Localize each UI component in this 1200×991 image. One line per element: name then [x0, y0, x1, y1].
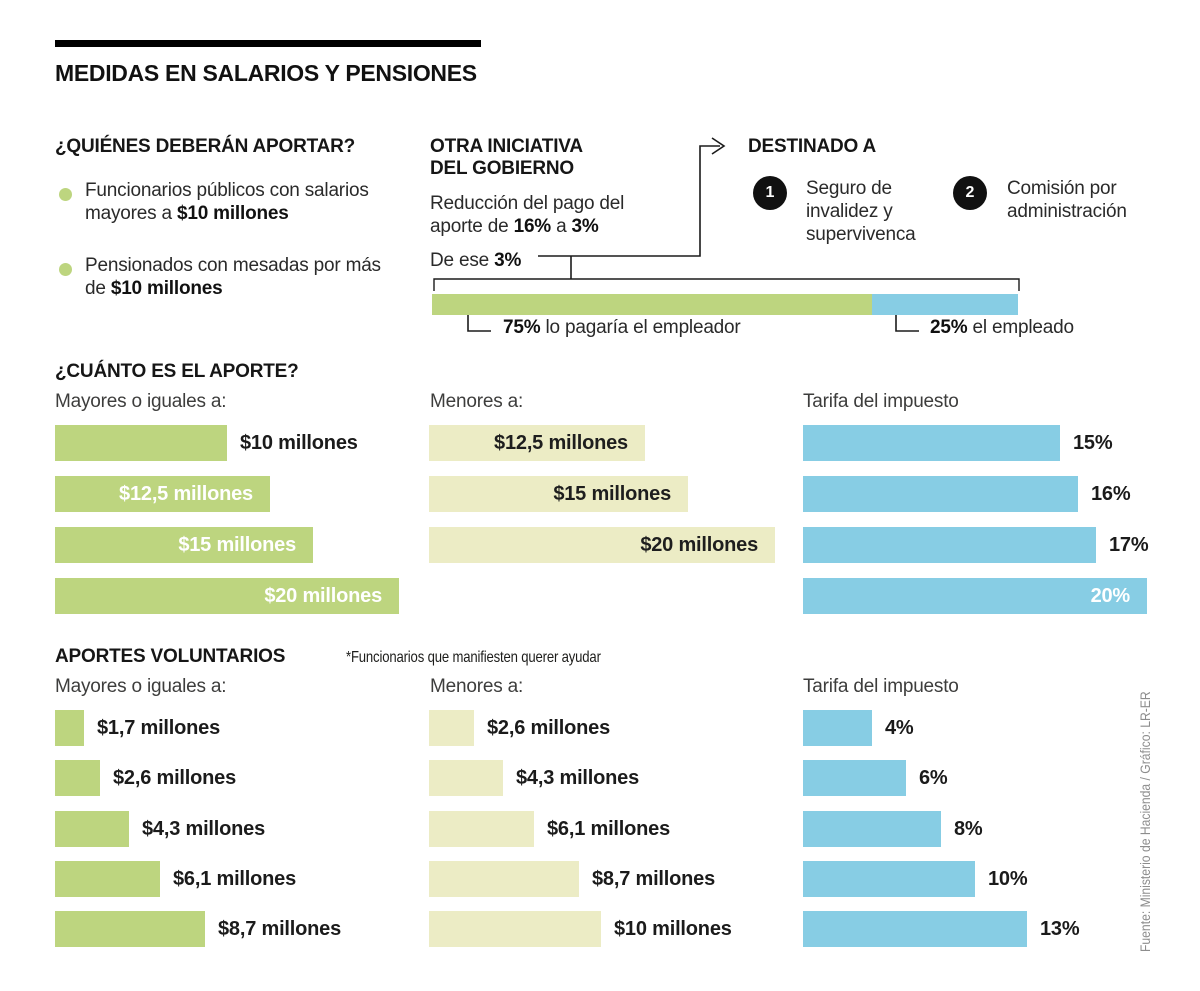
de-ese-bold: 3%	[494, 250, 522, 271]
bar-vol-tarifa-5	[803, 911, 1080, 947]
bar-label: $2,6 millones	[487, 717, 611, 739]
destinado-heading: DESTINADO A	[748, 136, 876, 157]
bar-label: 13%	[1040, 918, 1080, 940]
aporte-col3-label: Tarifa del impuesto	[803, 391, 959, 412]
initiative-text	[430, 192, 675, 238]
bar-label: 4%	[885, 717, 914, 739]
bar-vol-mayores-4	[55, 861, 297, 897]
who-item-1-text: Funcionarios públicos con salarios mayores a	[85, 180, 369, 224]
bar-label: 15%	[1073, 432, 1113, 454]
employee-text: el empleado	[967, 317, 1074, 338]
bar-cuanto-menores-2	[429, 476, 688, 512]
employee-share-label	[930, 316, 1074, 339]
who-item-1-bold: $10 millones	[176, 203, 289, 224]
who-heading: ¿QUIÉNES DEBERÁN APORTAR?	[55, 136, 356, 157]
bar-vol-tarifa-2	[803, 760, 948, 796]
bar-vol-menores-5	[429, 911, 732, 947]
bar-label: $6,1 millones	[173, 868, 297, 890]
bar-label: $6,1 millones	[547, 818, 671, 840]
bullet-dot	[59, 188, 72, 201]
bar-label: $8,7 millones	[218, 918, 342, 940]
bar-label: 8%	[954, 818, 983, 840]
aporte-heading: ¿CUÁNTO ES EL APORTE?	[55, 361, 299, 382]
voluntarios-col1-label: Mayores o iguales a:	[55, 676, 227, 697]
bar-cuanto-tarifa-2	[803, 476, 1131, 512]
voluntarios-footnote: *Funcionarios que manifiesten querer ayudar	[346, 649, 601, 666]
employer-text: lo pagaría el empleador	[540, 317, 741, 338]
employer-share-label	[503, 316, 741, 339]
de-ese-label	[430, 249, 521, 272]
destinado-2-label: Comisión por administración	[1007, 178, 1127, 222]
who-item-2-text: Pensionados con mesadas por más de	[85, 255, 381, 299]
source-credit: Fuente: Ministerio de Hacienda / Gráfico: LR-ER	[1138, 691, 1153, 952]
who-item-2	[85, 254, 395, 300]
bar-label: $15 millones	[553, 483, 671, 505]
bar-cuanto-menores-1	[429, 425, 645, 461]
bar-label: $15 millones	[178, 534, 296, 556]
bar-label: $20 millones	[640, 534, 758, 556]
bar-label: $2,6 millones	[113, 767, 237, 789]
voluntarios-col2-label: Menores a:	[430, 676, 524, 697]
bar-label: $8,7 millones	[592, 868, 716, 890]
bracket	[434, 279, 1019, 291]
bar-cuanto-menores-3	[429, 527, 775, 563]
bullet-dot	[59, 263, 72, 276]
employer-pct: 75%	[503, 317, 541, 338]
bar-label: $4,3 millones	[516, 767, 640, 789]
bar-cuanto-mayores-4	[55, 578, 399, 614]
bar-cuanto-mayores-1	[55, 425, 358, 461]
employee-segment	[872, 294, 1018, 315]
bar-label: 10%	[988, 868, 1028, 890]
voluntarios-col3-label: Tarifa del impuesto	[803, 676, 959, 697]
destinado-2-badge: 2	[953, 176, 987, 210]
aporte-col2-label: Menores a:	[430, 391, 524, 412]
bar-cuanto-tarifa-4	[803, 578, 1147, 614]
bar-vol-tarifa-1	[803, 710, 914, 746]
bar-vol-mayores-5	[55, 911, 342, 947]
bar-vol-menores-3	[429, 811, 671, 847]
bar-label: $10 millones	[614, 918, 732, 940]
title-rule	[55, 40, 481, 47]
page-title: MEDIDAS EN SALARIOS Y PENSIONES	[55, 60, 477, 86]
destinado-1-badge: 1	[753, 176, 787, 210]
initiative-3: 3%	[571, 216, 599, 237]
bar-cuanto-mayores-3	[55, 527, 313, 563]
who-item-2-bold: $10 millones	[110, 278, 223, 299]
bar-label: $1,7 millones	[97, 717, 221, 739]
bar-vol-tarifa-3	[803, 811, 983, 847]
initiative-heading: OTRA INICIATIVA DEL GOBIERNO	[430, 136, 583, 179]
voluntarios-heading: APORTES VOLUNTARIOS	[55, 646, 286, 667]
bar-label: 16%	[1091, 483, 1131, 505]
initiative-mid: a	[551, 216, 572, 237]
bar-vol-mayores-1	[55, 710, 221, 746]
bar-vol-mayores-3	[55, 811, 266, 847]
employee-pct: 25%	[930, 317, 968, 338]
bar-label: 6%	[919, 767, 948, 789]
arrow-right-icon	[712, 138, 724, 154]
bar-cuanto-mayores-2	[55, 476, 270, 512]
bar-cuanto-tarifa-3	[803, 527, 1149, 563]
employer-segment	[432, 294, 872, 315]
destinado-1-label: Seguro de invalidez y supervivenca	[806, 178, 916, 245]
bar-vol-menores-4	[429, 861, 716, 897]
bar-label: $20 millones	[264, 585, 382, 607]
bar-label: $4,3 millones	[142, 818, 266, 840]
bar-label: 17%	[1109, 534, 1149, 556]
bar-label: $12,5 millones	[494, 432, 628, 454]
bar-label: $10 millones	[240, 432, 358, 454]
bar-vol-tarifa-4	[803, 861, 1028, 897]
bar-vol-menores-1	[429, 710, 611, 746]
initiative-pre: Reducción del pago del aporte de	[430, 193, 625, 237]
bar-vol-menores-2	[429, 760, 640, 796]
bar-label: $12,5 millones	[119, 483, 253, 505]
who-item-1	[85, 179, 395, 225]
bar-vol-mayores-2	[55, 760, 237, 796]
bar-label: 20%	[1090, 585, 1130, 607]
split-stacked-bar	[432, 294, 1018, 315]
initiative-16: 16%	[513, 216, 552, 237]
aporte-col1-label: Mayores o iguales a:	[55, 391, 227, 412]
de-ese-pre: De ese	[430, 250, 495, 271]
bar-cuanto-tarifa-1	[803, 425, 1113, 461]
